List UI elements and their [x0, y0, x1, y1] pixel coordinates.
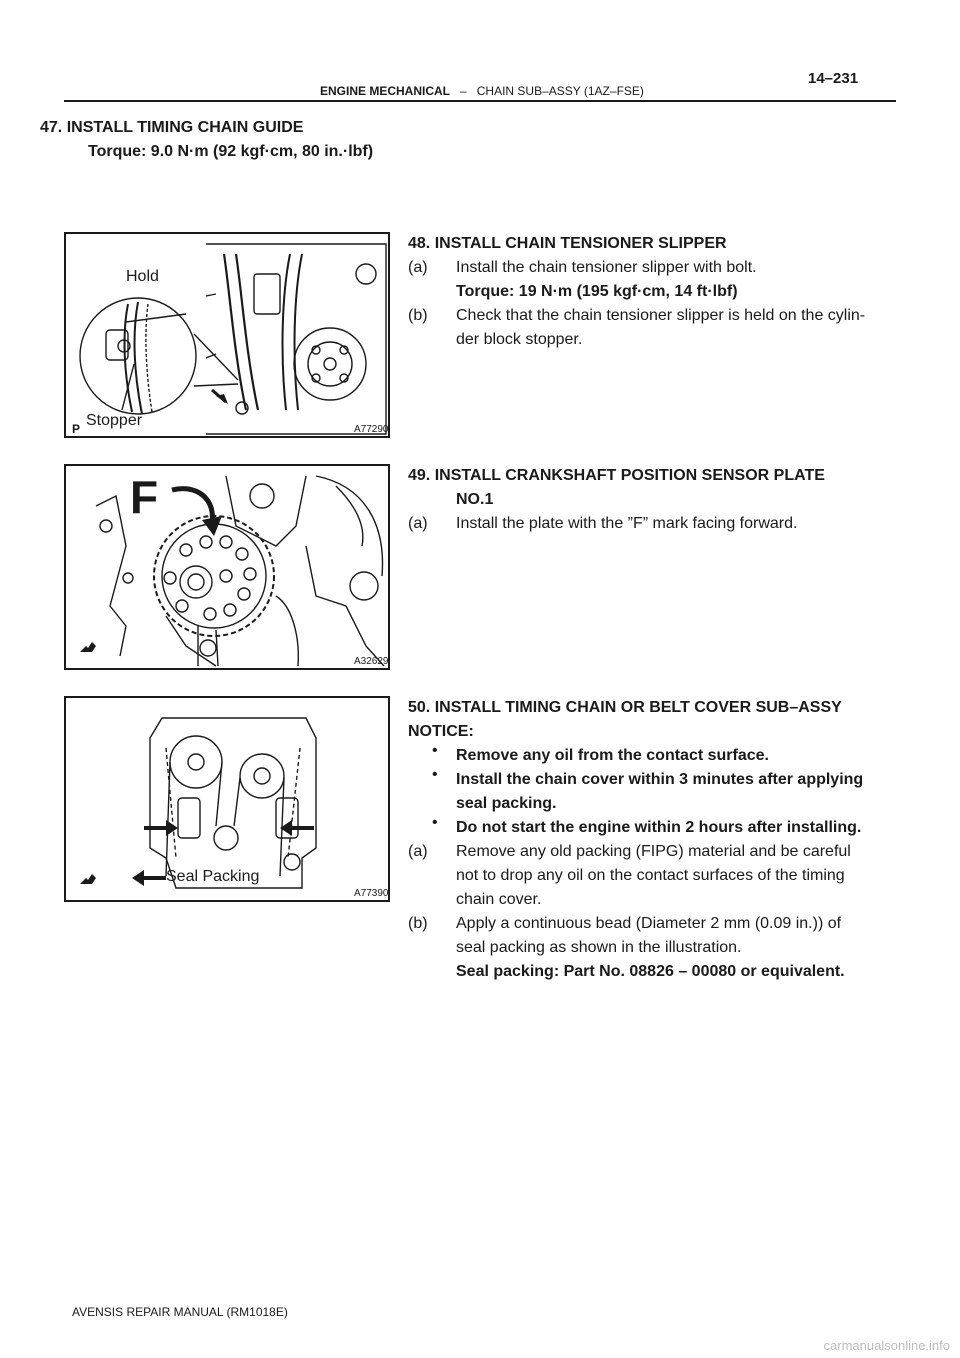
- step-50a-text-3: chain cover.: [456, 891, 542, 908]
- bullet-icon: •: [432, 766, 438, 783]
- step-49a-label: (a): [408, 515, 428, 532]
- step-50b-text-1: Apply a continuous bead (Diameter 2 mm (0.09 in.)) of: [456, 915, 842, 932]
- figure-code: A77290: [354, 424, 389, 435]
- figure-a77390: [64, 696, 390, 902]
- notice-item-3: Do not start the engine within 2 hours after installing.: [456, 819, 862, 836]
- label-stopper: Stopper: [86, 412, 143, 429]
- figure-a77290: [64, 232, 390, 438]
- step-48b-text-2: der block stopper.: [456, 331, 583, 348]
- step-48b-label: (b): [408, 307, 428, 324]
- step-48a-torque: Torque: 19 N·m (195 kgf·cm, 14 ft·lbf): [456, 283, 738, 300]
- step-47-torque: Torque: 9.0 N·m (92 kgf·cm, 80 in.·lbf): [88, 143, 374, 160]
- header-separator: –: [460, 84, 467, 98]
- step-50b-label: (b): [408, 915, 428, 932]
- step-48a-text: Install the chain tensioner slipper with bolt.: [456, 259, 757, 276]
- step-50b-spec: Seal packing: Part No. 08826 – 00080 or equivalent.: [456, 963, 845, 980]
- step-49-title-1: 49. INSTALL CRANKSHAFT POSITION SENSOR PLATE: [408, 467, 825, 484]
- bullet-icon: •: [432, 814, 438, 831]
- step-50b-text-2: seal packing as shown in the illustration.: [456, 939, 742, 956]
- step-48-title: 48. INSTALL CHAIN TENSIONER SLIPPER: [408, 235, 727, 252]
- bullet-icon: •: [432, 742, 438, 759]
- notice-item-2a: Install the chain cover within 3 minutes after applying: [456, 771, 864, 788]
- notice-item-2b: seal packing.: [456, 795, 557, 812]
- page-number: 14–231: [808, 70, 859, 87]
- step-49a-text: Install the plate with the ”F” mark facing forward.: [456, 515, 798, 532]
- header-rule: [64, 100, 896, 102]
- illustration-crankshaft-plate: [66, 466, 390, 670]
- step-50a-text-2: not to drop any oil on the contact surfaces of the timing: [456, 867, 845, 884]
- step-50-title: 50. INSTALL TIMING CHAIN OR BELT COVER SUB–ASSY: [408, 699, 842, 716]
- notice-item-1: Remove any oil from the contact surface.: [456, 747, 769, 764]
- header-subsection: CHAIN SUB–ASSY (1AZ–FSE): [476, 84, 644, 98]
- figure-code: A77390: [354, 888, 389, 899]
- figure-a32629: [64, 464, 390, 670]
- step-48b-text-1: Check that the chain tensioner slipper is held on the cylin-: [456, 307, 866, 324]
- illustration-timing-chain-slipper: [66, 234, 390, 438]
- label-f-mark: F: [130, 471, 159, 523]
- footer-manual-title: AVENSIS REPAIR MANUAL (RM1018E): [72, 1305, 288, 1319]
- header-section: ENGINE MECHANICAL: [320, 84, 451, 98]
- step-50a-text-1: Remove any old packing (FIPG) material and be careful: [456, 843, 851, 860]
- step-49-title-2: NO.1: [456, 491, 494, 508]
- figure-code: A32629: [354, 656, 389, 667]
- step-48a-label: (a): [408, 259, 428, 276]
- label-seal-packing: Seal Packing: [166, 868, 260, 885]
- figure-corner-mark: P: [72, 422, 81, 436]
- step-47-title: 47. INSTALL TIMING CHAIN GUIDE: [40, 119, 304, 136]
- step-50a-label: (a): [408, 843, 428, 860]
- watermark: carmanualsonline.info: [823, 1338, 950, 1353]
- notice-label: NOTICE:: [408, 723, 474, 740]
- label-hold: Hold: [126, 268, 159, 285]
- running-header: [320, 84, 644, 98]
